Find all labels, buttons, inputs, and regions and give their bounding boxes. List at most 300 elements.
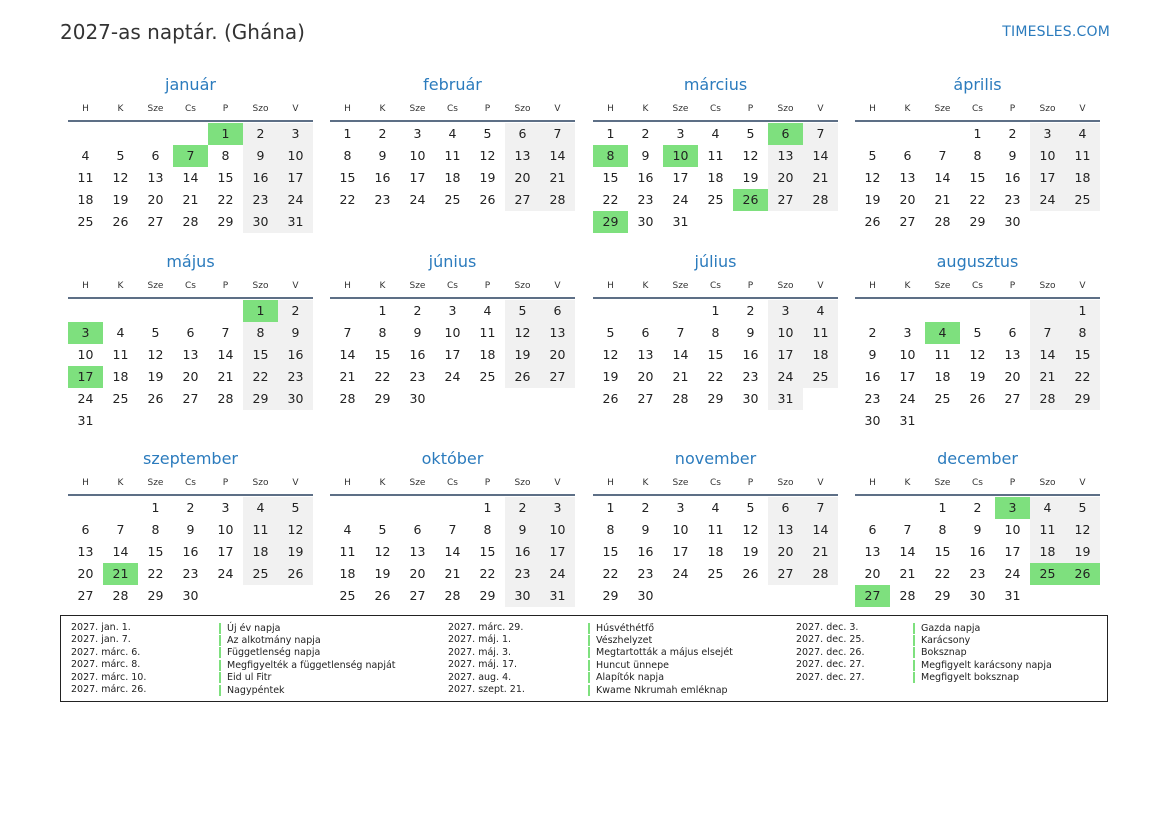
holiday-day: 27 bbox=[855, 585, 890, 607]
calendar-day: 15 bbox=[217, 170, 234, 185]
calendar-day: 17 bbox=[217, 544, 234, 559]
weekday-label: Sze bbox=[147, 281, 164, 291]
calendar-day: 8 bbox=[221, 148, 230, 163]
calendar-day: 7 bbox=[803, 123, 838, 145]
weekday-label: H bbox=[607, 281, 614, 291]
empty-day bbox=[925, 123, 960, 145]
calendar-day: 3 bbox=[221, 500, 230, 515]
calendar-day: 10 bbox=[217, 522, 234, 537]
weekday-label: P bbox=[484, 478, 491, 488]
weekday-label: K bbox=[117, 281, 124, 291]
calendar-day: 3 bbox=[1030, 123, 1065, 145]
calendar-day: 20 bbox=[505, 167, 540, 189]
calendar-day: 30 bbox=[182, 588, 199, 603]
calendar-day: 18 bbox=[243, 541, 278, 563]
calendar-day: 1 bbox=[606, 500, 615, 515]
weekday-label: Szo bbox=[514, 281, 531, 291]
calendar-day: 6 bbox=[186, 325, 195, 340]
calendar-day: 2 bbox=[378, 126, 387, 141]
calendar-day: 12 bbox=[278, 519, 313, 541]
calendar-day: 8 bbox=[606, 522, 615, 537]
calendar-day: 30 bbox=[969, 588, 986, 603]
calendar-day: 17 bbox=[899, 369, 916, 384]
weekday-label: V bbox=[817, 104, 824, 114]
weekday-label: H bbox=[344, 104, 351, 114]
calendar-day: 1 bbox=[343, 126, 352, 141]
day-grid bbox=[593, 123, 838, 233]
calendar-day: 11 bbox=[444, 148, 461, 163]
calendar-day: 14 bbox=[339, 347, 356, 362]
calendar-day: 8 bbox=[711, 325, 720, 340]
empty-day bbox=[995, 300, 1030, 322]
calendar-day: 2 bbox=[243, 123, 278, 145]
empty-day bbox=[365, 497, 400, 519]
empty-day bbox=[890, 300, 925, 322]
calendar-day: 15 bbox=[243, 344, 278, 366]
calendar-day: 18 bbox=[1065, 167, 1100, 189]
calendar-day: 3 bbox=[278, 123, 313, 145]
weekday-label: Szo bbox=[252, 478, 269, 488]
calendar-day: 10 bbox=[1030, 145, 1065, 167]
weekday-label: H bbox=[869, 104, 876, 114]
calendar-day: 3 bbox=[413, 126, 422, 141]
calendar-day: 4 bbox=[803, 300, 838, 322]
calendar-day: 31 bbox=[1004, 588, 1021, 603]
calendar-day: 21 bbox=[182, 192, 199, 207]
calendar-day: 25 bbox=[77, 214, 94, 229]
calendar-day: 19 bbox=[147, 369, 164, 384]
calendar-day: 27 bbox=[505, 189, 540, 211]
brand-link[interactable]: TIMESLES.COM bbox=[1002, 24, 1110, 40]
weekday-label: Sze bbox=[672, 281, 689, 291]
calendar-day: 16 bbox=[637, 170, 654, 185]
calendar-day: 26 bbox=[479, 192, 496, 207]
calendar-day: 14 bbox=[1030, 344, 1065, 366]
calendar-day: 23 bbox=[374, 192, 391, 207]
calendar-day: 19 bbox=[742, 544, 759, 559]
weekday-label: H bbox=[344, 478, 351, 488]
weekday-label: Szo bbox=[514, 478, 531, 488]
calendar-day: 5 bbox=[151, 325, 160, 340]
calendar-day: 28 bbox=[672, 391, 689, 406]
weekday-header bbox=[593, 474, 838, 496]
calendar-day: 23 bbox=[243, 189, 278, 211]
month-title: május bbox=[166, 252, 215, 271]
calendar-day: 22 bbox=[602, 566, 619, 581]
calendar-day: 6 bbox=[868, 522, 877, 537]
holiday-day: 7 bbox=[173, 145, 208, 167]
weekday-label: Cs bbox=[185, 104, 196, 114]
empty-day bbox=[925, 300, 960, 322]
weekday-label: Cs bbox=[710, 281, 721, 291]
calendar-day: 12 bbox=[112, 170, 129, 185]
weekday-label: Cs bbox=[185, 281, 196, 291]
calendar-day: 24 bbox=[1004, 566, 1021, 581]
empty-day bbox=[68, 123, 103, 145]
calendar-day: 19 bbox=[602, 369, 619, 384]
weekday-label: Szo bbox=[514, 104, 531, 114]
calendar-day: 9 bbox=[746, 325, 755, 340]
weekday-header bbox=[68, 100, 313, 122]
calendar-day: 11 bbox=[339, 544, 356, 559]
month-title: február bbox=[423, 75, 482, 94]
weekday-label: H bbox=[869, 281, 876, 291]
calendar-day: 7 bbox=[803, 497, 838, 519]
holiday-date: 2027. dec. 27. bbox=[796, 659, 865, 671]
calendar-day: 5 bbox=[1065, 497, 1100, 519]
calendar-day: 8 bbox=[343, 148, 352, 163]
calendar-day: 5 bbox=[746, 126, 755, 141]
calendar-day: 2 bbox=[641, 126, 650, 141]
calendar-day: 13 bbox=[768, 145, 803, 167]
month-title: március bbox=[683, 75, 748, 94]
calendar-day: 15 bbox=[147, 544, 164, 559]
calendar-day: 31 bbox=[672, 214, 689, 229]
calendar-day: 20 bbox=[768, 541, 803, 563]
holiday-date: 2027. dec. 3. bbox=[796, 622, 859, 633]
calendar-day: 4 bbox=[448, 126, 457, 141]
holiday-day: 3 bbox=[68, 322, 103, 344]
calendar-day: 21 bbox=[672, 369, 689, 384]
calendar-day: 6 bbox=[768, 497, 803, 519]
calendar-day: 11 bbox=[707, 522, 724, 537]
weekday-header bbox=[855, 474, 1100, 496]
empty-day bbox=[855, 123, 890, 145]
weekday-label: K bbox=[904, 478, 911, 488]
calendar-day: 30 bbox=[742, 391, 759, 406]
calendar-day: 23 bbox=[409, 369, 426, 384]
weekday-label: Szo bbox=[1039, 281, 1056, 291]
weekday-label: Sze bbox=[409, 281, 426, 291]
calendar-day: 6 bbox=[641, 325, 650, 340]
calendar-day: 28 bbox=[803, 563, 838, 585]
holiday-name: Eid ul Fitr bbox=[219, 672, 271, 683]
month-title: július bbox=[694, 252, 737, 271]
calendar-day: 30 bbox=[409, 391, 426, 406]
calendar-day: 12 bbox=[602, 347, 619, 362]
weekday-label: H bbox=[869, 478, 876, 488]
calendar-day: 6 bbox=[1008, 325, 1017, 340]
holiday-date: 2027. márc. 29. bbox=[448, 622, 524, 633]
empty-day bbox=[68, 300, 103, 322]
month-április bbox=[855, 72, 1100, 233]
calendar-day: 21 bbox=[934, 192, 951, 207]
calendar-day: 16 bbox=[864, 369, 881, 384]
calendar-day: 24 bbox=[672, 566, 689, 581]
month-március bbox=[593, 72, 838, 233]
calendar-day: 22 bbox=[934, 566, 951, 581]
day-grid bbox=[68, 300, 313, 432]
calendar-day: 4 bbox=[81, 148, 90, 163]
calendar-day: 9 bbox=[868, 347, 877, 362]
calendar-day: 22 bbox=[1065, 366, 1100, 388]
calendar-day: 6 bbox=[81, 522, 90, 537]
month-title: november bbox=[674, 449, 757, 468]
weekday-label: Szo bbox=[252, 281, 269, 291]
weekday-label: Cs bbox=[710, 478, 721, 488]
calendar-day: 29 bbox=[934, 588, 951, 603]
holiday-date: 2027. szept. 21. bbox=[448, 683, 525, 695]
calendar-day: 19 bbox=[112, 192, 129, 207]
weekday-label: V bbox=[292, 281, 299, 291]
calendar-day: 27 bbox=[409, 588, 426, 603]
calendar-day: 21 bbox=[540, 167, 575, 189]
calendar-day: 15 bbox=[479, 544, 496, 559]
calendar-day: 13 bbox=[147, 170, 164, 185]
day-grid bbox=[855, 123, 1100, 233]
weekday-label: Sze bbox=[934, 281, 951, 291]
calendar-day: 20 bbox=[409, 566, 426, 581]
calendar-day: 14 bbox=[540, 145, 575, 167]
day-grid bbox=[330, 300, 575, 410]
weekday-label: V bbox=[292, 104, 299, 114]
calendar-day: 22 bbox=[374, 369, 391, 384]
calendar-day: 12 bbox=[969, 347, 986, 362]
calendar-day: 10 bbox=[444, 325, 461, 340]
day-grid bbox=[593, 497, 838, 607]
calendar-day: 26 bbox=[147, 391, 164, 406]
calendar-day: 10 bbox=[768, 322, 803, 344]
empty-day bbox=[103, 300, 138, 322]
page-title: 2027-as naptár. (Ghána) bbox=[60, 20, 305, 44]
calendar-day: 19 bbox=[969, 369, 986, 384]
holiday-name: Megfigyelték a függetlenség napját bbox=[219, 660, 396, 671]
weekday-label: V bbox=[1079, 104, 1086, 114]
calendar-day: 29 bbox=[1065, 388, 1100, 410]
weekday-label: H bbox=[82, 281, 89, 291]
weekday-label: H bbox=[607, 104, 614, 114]
weekday-label: P bbox=[747, 281, 754, 291]
calendar-day: 24 bbox=[409, 192, 426, 207]
weekday-label: K bbox=[379, 478, 386, 488]
empty-day bbox=[208, 300, 243, 322]
calendar-day: 18 bbox=[934, 369, 951, 384]
holiday-day: 6 bbox=[768, 123, 803, 145]
calendar-day: 27 bbox=[637, 391, 654, 406]
empty-day bbox=[890, 123, 925, 145]
calendar-day: 17 bbox=[1030, 167, 1065, 189]
calendar-day: 20 bbox=[77, 566, 94, 581]
calendar-day: 15 bbox=[934, 544, 951, 559]
calendar-day: 9 bbox=[278, 322, 313, 344]
calendar-day: 11 bbox=[803, 322, 838, 344]
holiday-day: 25 bbox=[1030, 563, 1065, 585]
weekday-label: H bbox=[607, 478, 614, 488]
weekday-label: V bbox=[1079, 281, 1086, 291]
calendar-day: 13 bbox=[409, 544, 426, 559]
calendar-day: 2 bbox=[746, 303, 755, 318]
calendar-day: 31 bbox=[77, 413, 94, 428]
calendar-day: 14 bbox=[934, 170, 951, 185]
calendar-day: 18 bbox=[707, 170, 724, 185]
calendar-day: 20 bbox=[147, 192, 164, 207]
holiday-day: 8 bbox=[593, 145, 628, 167]
calendar-day: 31 bbox=[278, 211, 313, 233]
calendar-day: 5 bbox=[606, 325, 615, 340]
calendar-day: 27 bbox=[899, 214, 916, 229]
calendar-day: 3 bbox=[676, 500, 685, 515]
calendar-day: 26 bbox=[864, 214, 881, 229]
calendar-day: 17 bbox=[409, 170, 426, 185]
calendar-day: 29 bbox=[374, 391, 391, 406]
calendar-day: 1 bbox=[151, 500, 160, 515]
calendar-day: 23 bbox=[864, 391, 881, 406]
calendar-day: 5 bbox=[505, 300, 540, 322]
calendar-day: 24 bbox=[768, 366, 803, 388]
calendar-day: 12 bbox=[742, 148, 759, 163]
holiday-name: Karácsony bbox=[913, 635, 970, 646]
calendar-day: 7 bbox=[1030, 322, 1065, 344]
holiday-name: Gazda napja bbox=[913, 623, 980, 634]
empty-day bbox=[855, 497, 890, 519]
calendar-day: 10 bbox=[409, 148, 426, 163]
holiday-name: Vészhelyzet bbox=[588, 635, 652, 646]
calendar-day: 2 bbox=[973, 500, 982, 515]
weekday-header bbox=[68, 277, 313, 299]
calendar-day: 16 bbox=[243, 167, 278, 189]
calendar-day: 16 bbox=[637, 544, 654, 559]
holiday-date: 2027. dec. 26. bbox=[796, 646, 865, 658]
empty-day bbox=[628, 300, 663, 322]
month-január bbox=[68, 72, 313, 233]
weekday-header bbox=[330, 277, 575, 299]
calendar-day: 26 bbox=[969, 391, 986, 406]
holiday-date: 2027. márc. 10. bbox=[71, 671, 147, 683]
calendar-day: 29 bbox=[602, 588, 619, 603]
calendar-day: 17 bbox=[768, 344, 803, 366]
calendar-day: 9 bbox=[186, 522, 195, 537]
calendar-day: 15 bbox=[374, 347, 391, 362]
calendar-day: 22 bbox=[243, 366, 278, 388]
calendar-day: 17 bbox=[1004, 544, 1021, 559]
holiday-day: 3 bbox=[995, 497, 1030, 519]
calendar-day: 11 bbox=[934, 347, 951, 362]
weekday-label: Szo bbox=[1039, 478, 1056, 488]
weekday-label: Cs bbox=[710, 104, 721, 114]
weekday-label: P bbox=[747, 478, 754, 488]
calendar-day: 24 bbox=[899, 391, 916, 406]
calendar-day: 1 bbox=[711, 303, 720, 318]
empty-day bbox=[103, 123, 138, 145]
calendar-day: 25 bbox=[803, 366, 838, 388]
calendar-day: 11 bbox=[1030, 519, 1065, 541]
weekday-label: Sze bbox=[672, 478, 689, 488]
calendar-day: 2 bbox=[505, 497, 540, 519]
calendar-day: 14 bbox=[112, 544, 129, 559]
calendar-day: 2 bbox=[413, 303, 422, 318]
calendar-day: 13 bbox=[768, 519, 803, 541]
calendar-day: 30 bbox=[243, 211, 278, 233]
calendar-day: 11 bbox=[1065, 145, 1100, 167]
calendar-day: 25 bbox=[479, 369, 496, 384]
calendar-day: 20 bbox=[864, 566, 881, 581]
weekday-label: H bbox=[344, 281, 351, 291]
calendar-day: 23 bbox=[637, 566, 654, 581]
calendar-day: 11 bbox=[243, 519, 278, 541]
calendar-day: 11 bbox=[112, 347, 129, 362]
calendar-day: 6 bbox=[505, 123, 540, 145]
day-grid bbox=[855, 300, 1100, 432]
calendar-day: 21 bbox=[217, 369, 234, 384]
calendar-day: 9 bbox=[378, 148, 387, 163]
calendar-day: 1 bbox=[938, 500, 947, 515]
calendar-day: 17 bbox=[540, 541, 575, 563]
calendar-day: 20 bbox=[899, 192, 916, 207]
calendar-day: 5 bbox=[868, 148, 877, 163]
calendar-day: 17 bbox=[444, 347, 461, 362]
weekday-label: K bbox=[642, 104, 649, 114]
calendar-day: 22 bbox=[602, 192, 619, 207]
calendar-day: 23 bbox=[182, 566, 199, 581]
weekday-label: P bbox=[222, 104, 229, 114]
weekday-label: Szo bbox=[777, 478, 794, 488]
holiday-date: 2027. máj. 3. bbox=[448, 646, 512, 658]
calendar-day: 11 bbox=[479, 325, 496, 340]
calendar-day: 21 bbox=[444, 566, 461, 581]
calendar-day: 16 bbox=[1004, 170, 1021, 185]
calendar-day: 17 bbox=[278, 167, 313, 189]
weekday-label: K bbox=[379, 281, 386, 291]
calendar-day: 28 bbox=[803, 189, 838, 211]
weekday-label: V bbox=[292, 478, 299, 488]
calendar-day: 19 bbox=[742, 170, 759, 185]
calendar-day: 23 bbox=[278, 366, 313, 388]
calendar-day: 3 bbox=[540, 497, 575, 519]
calendar-day: 10 bbox=[672, 522, 689, 537]
weekday-label: Cs bbox=[185, 478, 196, 488]
calendar-day: 26 bbox=[742, 566, 759, 581]
calendar-day: 31 bbox=[540, 585, 575, 607]
calendar-day: 12 bbox=[479, 148, 496, 163]
calendar-day: 25 bbox=[112, 391, 129, 406]
weekday-label: Sze bbox=[147, 104, 164, 114]
holiday-date: 2027. máj. 17. bbox=[448, 659, 518, 671]
calendar-day: 4 bbox=[243, 497, 278, 519]
calendar-day: 31 bbox=[768, 388, 803, 410]
weekday-label: Cs bbox=[447, 104, 458, 114]
calendar-day: 6 bbox=[540, 300, 575, 322]
calendar-day: 25 bbox=[934, 391, 951, 406]
calendar-day: 24 bbox=[1030, 189, 1065, 211]
holiday-date: 2027. márc. 26. bbox=[71, 683, 147, 695]
weekday-label: V bbox=[1079, 478, 1086, 488]
weekday-label: Sze bbox=[409, 104, 426, 114]
calendar-day: 16 bbox=[742, 347, 759, 362]
weekday-label: Sze bbox=[934, 478, 951, 488]
calendar-day: 12 bbox=[374, 544, 391, 559]
calendar-day: 22 bbox=[479, 566, 496, 581]
calendar-day: 27 bbox=[77, 588, 94, 603]
holiday-day: 17 bbox=[68, 366, 103, 388]
calendar-day: 28 bbox=[182, 214, 199, 229]
calendar-day: 20 bbox=[637, 369, 654, 384]
calendar-day: 30 bbox=[637, 588, 654, 603]
calendar-day: 1 bbox=[1065, 300, 1100, 322]
calendar-day: 30 bbox=[637, 214, 654, 229]
weekday-label: V bbox=[817, 281, 824, 291]
calendar-day: 21 bbox=[899, 566, 916, 581]
weekday-header bbox=[855, 100, 1100, 122]
calendar-day: 14 bbox=[803, 519, 838, 541]
calendar-day: 6 bbox=[151, 148, 160, 163]
weekday-label: K bbox=[379, 104, 386, 114]
holiday-day: 21 bbox=[103, 563, 138, 585]
empty-day bbox=[138, 300, 173, 322]
holiday-date: 2027. jan. 1. bbox=[71, 622, 131, 633]
calendar-day: 29 bbox=[243, 388, 278, 410]
calendar-day: 12 bbox=[1065, 519, 1100, 541]
day-grid bbox=[330, 497, 575, 607]
